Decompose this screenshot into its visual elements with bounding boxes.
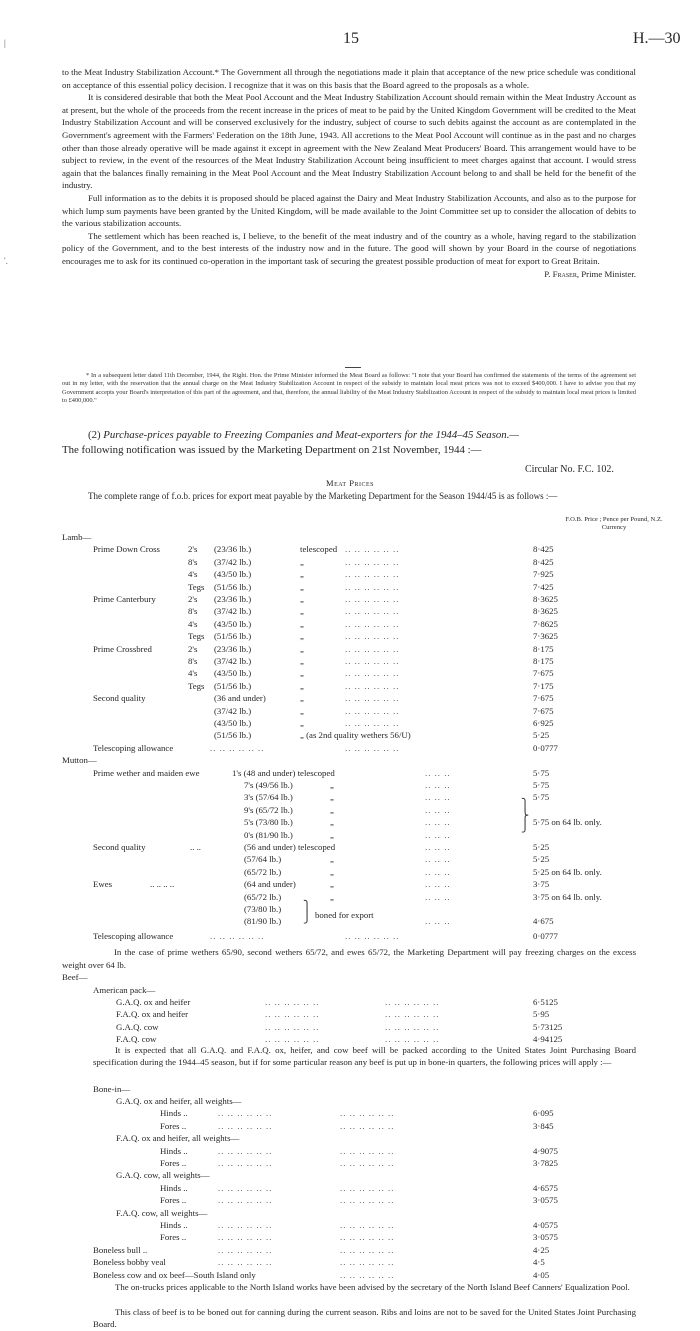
- letter-paragraph: Full information as to the debits it is proposed should be placed against the Dairy and Meat Industry Stabilization Accounts, and also as to the purpose for which lump sum payments have been granted by the United Kingdom, will be made available to the Joint Committee set up to consider the allocation of debits to the various stabilization accounts.: [62, 192, 636, 229]
- weight-cell: (37/42 lb.): [214, 705, 252, 716]
- table-row: [0, 742, 700, 755]
- weight-cell: (51/56 lb.): [214, 680, 252, 691]
- intro-text: The complete range of f.o.b. prices for export meat payable by the Marketing Department for the Season 1944/45 is as follows :—: [88, 491, 558, 501]
- weight-cell: (65/72 lb.): [244, 866, 282, 877]
- item-cell: Boneless bobby veal: [93, 1257, 166, 1268]
- leader-dots: .. .. .. .. .. ..: [345, 656, 400, 666]
- price-cell: 8·3625: [533, 606, 558, 617]
- table-row: [0, 605, 700, 618]
- leader-dots: .. .. .. .. .. ..: [385, 997, 440, 1007]
- boned-row: [0, 909, 700, 922]
- class-cell: Prime Crossbred: [93, 643, 152, 654]
- price-cell: 7·925: [533, 569, 554, 580]
- leader-dots: .. .. .. .. .. ..: [340, 1108, 395, 1119]
- note-cell: „: [300, 606, 304, 617]
- leader-dots: .. .. .. .. .. ..: [218, 1145, 273, 1156]
- closing-note-2: This class of beef is to be boned out for canning during the current season. Ribs and loins are not to be saved for the United States Joint Purchasing Board.: [93, 1307, 636, 1330]
- leader-dots: .. .. .. .. .. ..: [385, 1009, 440, 1020]
- closing-note-1: The on-trucks prices applicable to the North Island works have been advised by the secretary of the North Island Beef Canners' Equalization Pool.: [115, 1282, 630, 1292]
- leader-dots: .. .. .. .. .. ..: [340, 1120, 395, 1131]
- leader-dots: .. .. .. .. .. ..: [385, 1021, 440, 1032]
- leader-dots: .. .. .. .. .. ..: [218, 1108, 273, 1119]
- note-cell: „ (as 2nd quality wethers 56/U): [300, 730, 411, 741]
- section-label: [0, 754, 700, 767]
- leader-dots: .. .. .. .. .. ..: [218, 1232, 273, 1243]
- table-row: [0, 853, 700, 866]
- leader-dots: .. .. .. .. .. ..: [345, 680, 400, 691]
- fores-label: Fores ..: [160, 1195, 187, 1206]
- weight-cell: (23/36 lb.): [214, 594, 252, 604]
- leader-dots: .. .. .. .. .. ..: [385, 1034, 440, 1045]
- price-cell: 4·05: [533, 1269, 550, 1280]
- leader-dots: .. .. .. .. .. ..: [345, 705, 400, 716]
- table-row: [0, 1256, 700, 1269]
- price-cell: 0·0777: [533, 742, 558, 753]
- group-label: G.A.Q. cow, all weights—: [116, 1170, 210, 1181]
- leader-dots: .. .. .. .. .. ..: [345, 581, 400, 592]
- weight-cell: (37/42 lb.): [214, 556, 252, 567]
- weight-cell: (43/50 lb.): [214, 618, 252, 629]
- mutton-note: In the case of prime wethers 65/90, second wethers 65/72, and ewes 65/72, the Marketing Department will pay freezing charges on the excess weight over 64 lb.: [62, 947, 636, 970]
- section-number: (2): [88, 429, 101, 441]
- leader-dots: .. .. .. .. .. ..: [340, 1244, 395, 1255]
- weight-cell: (43/50 lb.): [214, 569, 252, 580]
- weight-cell: (43/50 lb.): [214, 718, 252, 728]
- leader-dots: .. .. .. .. .. ..: [340, 1158, 395, 1168]
- weight-cell: (37/42 lb.): [214, 606, 252, 617]
- ditto-cell: „: [330, 817, 334, 828]
- footnote-rule: [345, 367, 361, 368]
- leader-dots: .. .. .. .. .. ..: [210, 742, 265, 753]
- leader-dots: .. .. ..: [425, 916, 451, 927]
- table-row: [0, 1157, 700, 1170]
- table-row: [0, 866, 700, 879]
- weight-cell: (65/72 lb.): [244, 891, 282, 902]
- footnote: * In a subsequent letter dated 11th December, 1944, the Right. Hon. the Prime Minister informed the Meat Board as follows: "I note that your Board has confirmed the statements of the terms of the agreement set out in my letter, with the reservation that the annual charge on the Meat Industry Stabilization Account in respect of the subsidy to maintain local meat prices was not to exceed $400,000. I have to advise you that my Government accepts your Board's interpretation of this part of the agreement, and that, therefore, the annual liability of the Meat Industry Stabilization Account in respect of the subsidy to maintain local meat prices is limited to £400,000.": [62, 372, 636, 405]
- leader-dots: .. .. ..: [425, 780, 451, 790]
- note-cell: „: [300, 705, 304, 716]
- beef-label: Beef—: [62, 972, 88, 983]
- note-cell: „: [300, 680, 304, 691]
- grade-cell: 8's: [188, 606, 198, 617]
- ditto-cell: „: [330, 804, 334, 815]
- leader-dots: .. .. .. .. .. ..: [340, 1195, 395, 1206]
- signature: [62, 268, 636, 281]
- class-cell: Prime Down Cross: [93, 544, 160, 555]
- grade-cell: 2's: [188, 544, 198, 555]
- grade-cell: 8's: [188, 656, 198, 666]
- table-row: [0, 791, 700, 804]
- table-row: [0, 1107, 700, 1120]
- price-cell: 6·5125: [533, 997, 558, 1007]
- table-row: [0, 692, 700, 705]
- section-label: [0, 984, 700, 997]
- leader-dots: .. .. ..: [425, 854, 451, 865]
- leader-dots: .. .. .. .. .. ..: [340, 1182, 395, 1193]
- lamb-label: Lamb—: [62, 532, 92, 542]
- price-cell: 5·95: [533, 1009, 550, 1020]
- weight-cell: (81/90 lb.): [244, 916, 282, 927]
- ditto-cell: „: [330, 854, 334, 865]
- price-cell: 4·94125: [533, 1034, 563, 1045]
- weight-cell: (23/36 lb.): [214, 544, 252, 555]
- signature-title: Prime Minister.: [581, 268, 636, 279]
- table-row: [0, 1194, 700, 1207]
- price-cell: 4·5: [533, 1257, 545, 1268]
- grade-cell: Tegs: [188, 631, 205, 642]
- price-cell: 0·0777: [533, 930, 558, 941]
- table-row: [0, 1219, 700, 1232]
- note-cell: „: [300, 581, 304, 592]
- group-label: F.A.Q. cow, all weights—: [116, 1207, 208, 1218]
- price-cell: 6·095: [533, 1108, 554, 1119]
- bonein-label: Bone-in—: [93, 1083, 131, 1094]
- grade-cell: 8's: [188, 556, 198, 567]
- table-row: [0, 804, 700, 817]
- price-cell: 8·3625: [533, 594, 558, 604]
- class-cell: Ewes: [93, 879, 113, 890]
- leader-dots: .. .. .. .. .. ..: [345, 643, 400, 654]
- weight-cell: (64 and under): [244, 879, 296, 890]
- class-cell: Second quality: [93, 693, 146, 704]
- leader-dots: .. .. .. .. .. ..: [218, 1158, 273, 1168]
- table-row: [0, 1182, 700, 1195]
- weight-cell: (73/80 lb.): [244, 904, 282, 914]
- weight-cell: (51/56 lb.): [214, 581, 252, 592]
- leader-dots: .. .. ..: [425, 829, 451, 840]
- table-row: [0, 581, 700, 594]
- grade-cell: Tegs: [188, 680, 205, 691]
- signature-name: P. Fraser,: [544, 268, 580, 279]
- leader-dots: .. .. ..: [425, 792, 451, 803]
- grade-cell: Tegs: [188, 581, 205, 592]
- table-row: [0, 930, 700, 943]
- price-cell: 5·75 on 64 lb. only.: [533, 817, 602, 828]
- note-cell: „: [300, 618, 304, 629]
- leader-dots: .. .. .. .. .. ..: [218, 1182, 273, 1193]
- table-row: [0, 1008, 700, 1021]
- leader-dots: .. .. .. .. .. ..: [340, 1257, 395, 1268]
- telescoping-label: Telescoping allowance: [93, 742, 174, 753]
- table-row: [0, 729, 700, 742]
- weight-cell: (37/42 lb.): [214, 656, 252, 666]
- american-label: American pack—: [93, 984, 156, 995]
- price-cell: 5·75: [533, 792, 550, 803]
- table-row: [0, 618, 700, 631]
- weight-cell: (57/64 lb.): [244, 854, 282, 865]
- item-cell: Boneless bull ..: [93, 1244, 148, 1255]
- price-column-header: F.O.B. Price ; Pence per Pound, N.Z. Currency: [565, 516, 663, 532]
- price-cell: 4·0575: [533, 1220, 558, 1230]
- leader-dots: .. .. .. .. .. ..: [265, 1034, 320, 1045]
- class-cell: Prime wether and maiden ewe: [93, 767, 200, 778]
- weight-cell: 5's (73/80 lb.): [244, 817, 293, 828]
- leader-dots: .. .. .. .. .. ..: [218, 1244, 273, 1255]
- table-row: [0, 1021, 700, 1034]
- note-cell: „: [300, 656, 304, 666]
- price-cell: 7·425: [533, 581, 554, 592]
- ditto-cell: „: [330, 879, 334, 890]
- weight-cell: (51/56 lb.): [214, 730, 252, 741]
- grade-cell: 2's: [188, 594, 198, 604]
- weight-cell: (36 and under): [214, 693, 266, 704]
- table-row: [0, 705, 700, 718]
- boned-note: boned for export: [315, 910, 374, 921]
- leader-dots: .. .. .. .. .. ..: [345, 668, 400, 679]
- leader-dots: .. .. .. .. .. ..: [265, 1009, 320, 1020]
- letter-paragraph: It is considered desirable that both the Meat Pool Account and the Meat Industry Stabilization Account should remain within the Meat Industry Account as at present, but the whole of the proceeds from the recent increase in the prices of meat to be paid by the United Kingdom Government will be credited to the Meat Industry Stabilization Account and will be conserved exclusively for the industry, subject of course to such debits against the account as are contemplated in the Government's agreement with the Farmers' Federation on the 18th June, 1943. All accretions to the Meat Pool Account will continue as in the past and no charges other than those already operative will be made against it except in agreement with the New Zealand Meat Producers' Board. This arrangement would have to be subject to review, in the event of the resources of the Meat Industry Stabilization Account being insufficient to meet charges against that account. I would stress again that the balances finally remaining in the Meat Pool Account and the Meat Industry Stabilization Account belong to and shall be held for the benefit of the industry.: [62, 92, 636, 191]
- table-row: [0, 568, 700, 581]
- hinds-label: Hinds ..: [160, 1220, 188, 1230]
- price-cell: 4·6575: [533, 1182, 558, 1193]
- table-row: [0, 816, 700, 829]
- letter-paragraph: to the Meat Industry Stabilization Account.* The Government all through the negotiations made it plain that acceptance of the new price schedule was conditional on acceptance of this essential policy decision. I recognize that it was on this basis that the Board agreed to the proposals as a whole.: [62, 67, 636, 90]
- note-cell: telescoped: [300, 544, 338, 555]
- class-cell: Prime Canterbury: [93, 594, 156, 604]
- leader-dots: .. .. ..: [425, 879, 451, 890]
- section-label: [0, 971, 700, 984]
- price-cell: 7·675: [533, 668, 554, 679]
- section-heading: [62, 428, 636, 458]
- meat-prices-heading: Meat Prices: [326, 478, 374, 488]
- leader-dots: .. .. .. ..: [150, 879, 175, 890]
- group-row: [0, 1207, 700, 1220]
- price-cell: 3·0575: [533, 1195, 558, 1206]
- leader-dots: .. .. .. .. .. ..: [345, 618, 400, 629]
- leader-dots: .. .. .. .. .. ..: [265, 997, 320, 1007]
- price-cell: 8·175: [533, 643, 554, 654]
- page-number: 15: [343, 30, 359, 47]
- letter-paragraph: The settlement which has been reached is, I believe, to the benefit of the meat industry and of the country as a whole, having regard to the stabilization policy of the Government, and to the best interests of the industry now and in the future. The good will shown by your Board in the course of negotiations encourages me to ask for its continued co-operation in the important task of securing the greatest possible production of meat for export to Great Britain.: [62, 230, 636, 266]
- table-row: [0, 1269, 700, 1282]
- leader-dots: .. .. .. .. .. ..: [218, 1195, 273, 1206]
- table-row: [0, 556, 700, 569]
- leader-dots: .. .. ..: [425, 842, 451, 852]
- leader-dots: .. .. ..: [425, 866, 451, 877]
- note-cell: „: [300, 569, 304, 580]
- leader-dots: .. .. .. .. .. ..: [340, 1232, 395, 1243]
- note-cell: „: [300, 668, 304, 679]
- fores-label: Fores ..: [160, 1158, 187, 1168]
- price-cell: 8·425: [533, 556, 554, 567]
- leader-dots: .. .. .. .. .. ..: [345, 594, 400, 604]
- leader-dots: .. .. .. .. .. ..: [345, 606, 400, 617]
- note-cell: „: [300, 643, 304, 654]
- price-cell: 5·75: [533, 767, 550, 778]
- section-label: [0, 531, 700, 544]
- grade-cell: 2's: [188, 643, 198, 654]
- grade-cell: 4's: [188, 668, 198, 679]
- table-row: [0, 630, 700, 643]
- leader-dots: .. .. ..: [425, 767, 451, 778]
- table-row: [0, 680, 700, 693]
- leader-dots: .. .. .. .. .. ..: [345, 693, 400, 704]
- note-cell: „: [300, 556, 304, 567]
- circular-number: Circular No. F.C. 102.: [525, 464, 614, 475]
- price-cell: 7·8625: [533, 618, 558, 629]
- item-cell: G.A.Q. cow: [116, 1021, 159, 1032]
- weight-cell: 1's (48 and under) telescoped: [232, 767, 335, 778]
- table-row: [0, 643, 700, 656]
- price-cell: 3·75 on 64 lb. only.: [533, 891, 602, 902]
- price-cell: 5·75: [533, 780, 550, 790]
- mutton-label: Mutton—: [62, 755, 97, 766]
- table-row: [0, 1145, 700, 1158]
- price-cell: 3·0575: [533, 1232, 558, 1243]
- note-cell: „: [300, 718, 304, 728]
- weight-cell: 0's (81/90 lb.): [244, 829, 293, 840]
- leader-dots: .. .. .. .. .. ..: [345, 544, 400, 555]
- weight-cell: (23/36 lb.): [214, 643, 252, 654]
- ditto-cell: „: [330, 866, 334, 877]
- price-cell: 5·25: [533, 854, 550, 865]
- weight-cell: (56 and under) telescoped: [244, 842, 336, 852]
- leader-dots: .. .. .. .. .. ..: [218, 1257, 273, 1268]
- leader-dots: .. .. .. .. .. ..: [345, 930, 400, 941]
- item-cell: G.A.Q. ox and heifer: [116, 997, 191, 1007]
- leader-dots: .. .. .. .. .. ..: [345, 556, 400, 567]
- leader-dots: .. .. .. .. .. ..: [340, 1220, 395, 1230]
- margin-mark-top: |: [4, 38, 6, 48]
- grade-cell: 4's: [188, 569, 198, 580]
- group-row: [0, 1169, 700, 1182]
- price-cell: 4·25: [533, 1244, 550, 1255]
- item-cell: Boneless cow and ox beef—South Island only: [93, 1269, 256, 1280]
- ditto-cell: „: [330, 891, 334, 902]
- fores-label: Fores ..: [160, 1120, 187, 1131]
- price-cell: 7·675: [533, 693, 554, 704]
- weight-cell: (43/50 lb.): [214, 668, 252, 679]
- letter-body: [62, 66, 636, 280]
- item-cell: F.A.Q. cow: [116, 1034, 157, 1045]
- price-cell: 5·25 on 64 lb. only.: [533, 866, 602, 877]
- note-cell: „: [300, 631, 304, 642]
- section-line2: The following notification was issued by the Marketing Department on 21st November, 1944 :—: [62, 444, 482, 456]
- fores-label: Fores ..: [160, 1232, 187, 1243]
- margin-mark-mid: '.: [4, 256, 8, 266]
- table-row: [0, 655, 700, 668]
- weight-cell: 9's (65/72 lb.): [244, 804, 293, 815]
- price-cell: 5·25: [533, 842, 550, 852]
- hinds-label: Hinds ..: [160, 1145, 188, 1156]
- weight-cell: 7's (49/56 lb.): [244, 780, 293, 790]
- table-row: [0, 1244, 700, 1257]
- item-cell: F.A.Q. ox and heifer: [116, 1009, 189, 1020]
- leader-dots: .. .. .. .. .. ..: [345, 718, 400, 728]
- price-cell: 6·925: [533, 718, 554, 728]
- weight-cell: (51/56 lb.): [214, 631, 252, 642]
- leader-dots: .. .. .. .. .. ..: [265, 1021, 320, 1032]
- price-cell: 5·25: [533, 730, 550, 741]
- price-cell: 7·675: [533, 705, 554, 716]
- price-cell: 3·7825: [533, 1158, 558, 1168]
- class-cell: Second quality: [93, 842, 146, 852]
- brace: ⎫ ⎭: [303, 901, 312, 924]
- price-cell: 7·175: [533, 680, 554, 691]
- hinds-label: Hinds ..: [160, 1108, 188, 1119]
- price-cell: 5·73125: [533, 1021, 563, 1032]
- leader-dots: .. .. ..: [425, 891, 451, 902]
- leader-dots: .. ..: [190, 842, 201, 852]
- table-row: [0, 543, 700, 556]
- table-row: [0, 878, 700, 891]
- table-row: [0, 841, 700, 854]
- telescoping-label: Telescoping allowance: [93, 930, 174, 941]
- price-cell: 4·675: [533, 916, 554, 927]
- table-row: [0, 829, 700, 842]
- group-label: G.A.Q. ox and heifer, all weights—: [116, 1096, 242, 1106]
- leader-dots: .. .. .. .. .. ..: [210, 930, 265, 941]
- table-row: [0, 779, 700, 792]
- leader-dots: .. .. .. .. .. ..: [340, 1145, 395, 1156]
- table-row: [0, 891, 700, 904]
- ditto-cell: „: [330, 780, 334, 790]
- group-label: F.A.Q. ox and heifer, all weights—: [116, 1133, 240, 1144]
- group-row: [0, 1095, 700, 1108]
- leader-dots: .. .. .. .. .. ..: [218, 1120, 273, 1131]
- leader-dots: .. .. .. .. .. ..: [345, 742, 400, 753]
- price-cell: 4·9075: [533, 1145, 558, 1156]
- table-row: [0, 717, 700, 730]
- section-title: Purchase-prices payable to Freezing Companies and Meat-exporters for the 1944–45 Season.—: [103, 429, 520, 441]
- table-row: [0, 667, 700, 680]
- leader-dots: .. .. .. .. .. ..: [345, 569, 400, 580]
- table-row: [0, 1120, 700, 1133]
- table-row: [0, 767, 700, 780]
- price-cell: 3·845: [533, 1120, 554, 1131]
- note-cell: „: [300, 594, 304, 604]
- note-cell: „: [300, 693, 304, 704]
- table-row: [0, 593, 700, 606]
- price-cell: 7·3625: [533, 631, 558, 642]
- price-cell: 8·425: [533, 544, 554, 555]
- leader-dots: .. .. .. .. .. ..: [340, 1269, 395, 1280]
- leader-dots: .. .. ..: [425, 817, 451, 828]
- grade-cell: 4's: [188, 618, 198, 629]
- section-label: [0, 1083, 700, 1096]
- table-row: [0, 1231, 700, 1244]
- leader-dots: .. .. .. .. .. ..: [218, 1220, 273, 1230]
- leader-dots: .. .. .. .. .. ..: [345, 631, 400, 642]
- table-row: [0, 996, 700, 1009]
- group-row: [0, 1132, 700, 1145]
- document-ref: H.—30: [633, 30, 681, 47]
- ditto-cell: „: [330, 829, 334, 840]
- leader-dots: .. .. ..: [425, 804, 451, 815]
- ditto-cell: „: [330, 792, 334, 803]
- american-note: It is expected that all G.A.Q. and F.A.Q. ox, heifer, and cow beef will be packed according to the United States Joint Purchasing Board specification during the 1944–45 season, but if for some particular reason any beef is put up in bone-in quarters, the following prices will apply :—: [93, 1044, 636, 1067]
- price-cell: 3·75: [533, 879, 550, 890]
- brace: ⎫ ⎬ ⎭: [521, 798, 530, 833]
- hinds-label: Hinds ..: [160, 1182, 188, 1193]
- weight-cell: 3's (57/64 lb.): [244, 792, 293, 803]
- price-cell: 8·175: [533, 656, 554, 666]
